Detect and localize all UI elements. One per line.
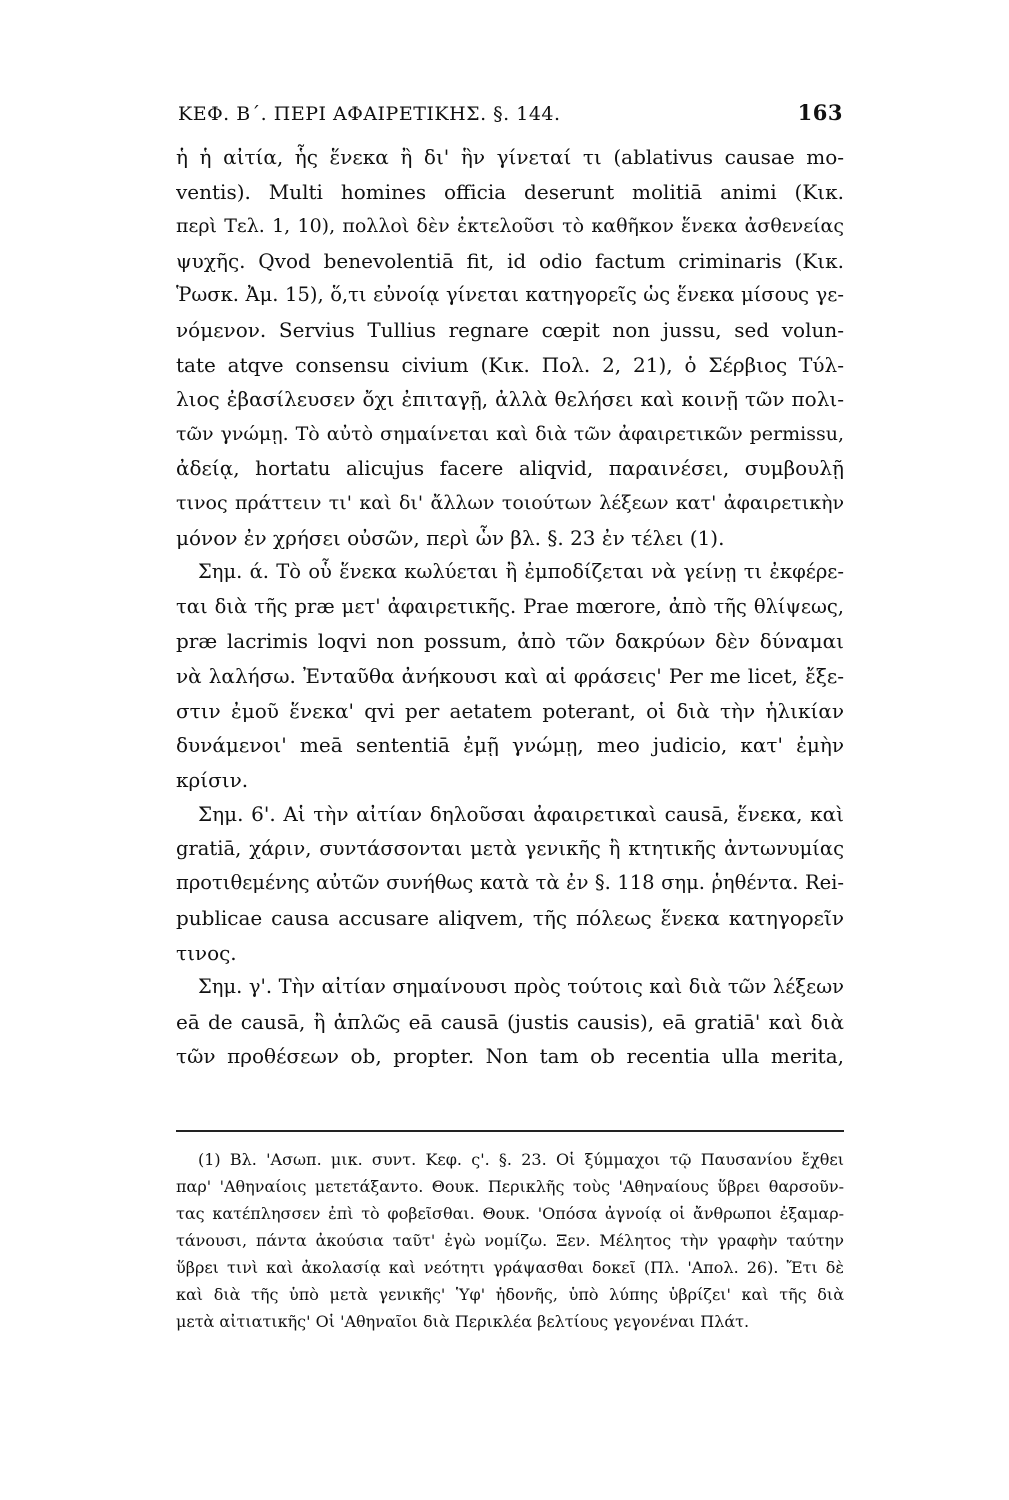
note-line: στιν ἐμοῦ ἕνεκα' qvi per aetatem poterant, οἱ διὰ τὴν ἡλικίαν xyxy=(176,698,844,723)
text-line: περὶ Τελ. 1, 10), πολλοὶ δὲν ἐκτελοῦσι τὸ καθῆκον ἕνεκα ἀσθενείας xyxy=(176,215,844,238)
page-header xyxy=(178,100,843,134)
note-line: Σημ. γ'. Τὴν αἰτίαν σημαίνουσι πρὸς τούτοις καὶ διὰ τῶν λέξεων xyxy=(198,975,844,999)
text-line: νόμενον. Servius Tullius regnare cœpit non jussu, sed volun- xyxy=(176,317,844,342)
note-line: præ lacrimis loqvi non possum, ἀπὸ τῶν δακρύων δὲν δύναμαι xyxy=(176,629,844,654)
footnote-line: παρ' 'Αθηναίοις μετετάξαντο. Θουκ. Περικλῆς τοὺς 'Αθηναίους ὕβρει θαρσοῦν- xyxy=(176,1177,844,1196)
page-number: 163 xyxy=(797,100,843,125)
footnote-line: ὕβρει τινὶ καὶ ἀκολασίᾳ καὶ νεότητι γράψασθαι δοκεῖ (Πλ. 'Απολ. 26). Ἔτι δὲ xyxy=(176,1258,844,1277)
footnotes xyxy=(176,1146,844,1335)
footnote-line: (1) Βλ. 'Ασωπ. μικ. συντ. Κεφ. ς'. §. 23. Οἱ ξύμμαχοι τῷ Παυσανίου ἔχθει xyxy=(198,1150,844,1169)
note-line: publicae causa accusare aliqvem, τῆς πόλεως ἕνεκα κατηγορεῖν xyxy=(176,906,844,931)
note-line: eā de causā, ἢ ἁπλῶς eā causā (justis causis), eā gratiā' καὶ διὰ xyxy=(176,1009,844,1034)
footnote-line: τας κατέπλησσεν ἐπὶ τὸ φοβεῖσθαι. Θουκ. 'Οπόσα ἀγνοίᾳ οἱ ἄνθρωποι ἐξαμαρ- xyxy=(176,1204,844,1223)
text-line: μόνον ἐν χρήσει οὐσῶν, περὶ ὧν βλ. §. 23 ἐν τέλει (1). xyxy=(176,525,725,550)
footnote-line: καὶ διὰ τῆς ὑπὸ μετὰ γενικῆς' Ὑφ' ἡδονῆς, ὑπὸ λύπης ὑβρίζει' καὶ τῆς διὰ xyxy=(176,1285,844,1304)
footnote-divider xyxy=(176,1130,844,1132)
text-line: ἀδείᾳ, hortatu alicujus facere aliqvid, παραινέσει, συμβουλῇ xyxy=(176,456,844,481)
note-line: Σημ. ά. Τὸ οὗ ἕνεκα κωλύεται ἢ ἐμποδίζεται νὰ γείνῃ τι ἐκφέρε- xyxy=(198,560,844,584)
note-line: Σημ. 6'. Αἱ τὴν αἰτίαν δηλοῦσαι ἀφαιρετικαὶ causā, ἕνεκα, καὶ xyxy=(198,802,844,827)
text-line: τῶν γνώμῃ. Τὸ αὐτὸ σημαίνεται καὶ διὰ τῶν ἀφαιρετικῶν permissu, xyxy=(176,422,844,445)
note-line: gratiā, χάριν, συντάσσονται μετὰ γενικῆς ἢ κτητικῆς ἀντωνυμίας xyxy=(176,836,844,860)
note-line: δυνάμενοι' meā sententiā ἐμῇ γνώμῃ, meo judicio, κατ' ἐμὴν xyxy=(176,733,844,758)
note-line: προτιθεμένης αὐτῶν συνήθως κατὰ τὰ ἐν §. 118 σημ. ῥηθέντα. Rei- xyxy=(176,871,844,895)
footnote-line: τάνουσι, πάντα ἀκούσια ταῦτ' ἐγὼ νομίζω. Ξεν. Μέλητος τὴν γραφὴν ταύτην xyxy=(176,1231,844,1250)
running-title: ΚΕΦ. Β΄. ΠΕΡΙ ΑΦΑΙΡΕΤΙΚΗΣ. §. 144. xyxy=(178,103,561,125)
text-line: ἡ ἡ αἰτία, ἧς ἕνεκα ἢ δι' ἣν γίνεταί τι (ablativus causae mo- xyxy=(176,145,844,169)
text-line: ψυχῆς. Qvod benevolentiā fit, id odio factum criminaris (Κικ. xyxy=(176,248,844,273)
note-line: τινος. xyxy=(176,940,237,965)
text-line: τινος πράττειν τι' καὶ δι' ἄλλων τοιούτων λέξεων κατ' ἀφαιρετικὴν xyxy=(176,491,844,514)
note-line: νὰ λαλήσω. Ἐνταῦθα ἀνήκουσι καὶ αἱ φράσεις' Per me licet, ἔξε- xyxy=(176,663,844,688)
text-line: tate atqve consensu civium (Κικ. Πολ. 2, 21), ὁ Σέρβιος Τύλ- xyxy=(176,352,844,377)
body-text xyxy=(176,140,844,1074)
text-line: λιος ἐβασίλευσεν ὄχι ἐπιταγῇ, ἀλλὰ θελήσει καὶ κοινῇ τῶν πολι- xyxy=(176,387,844,412)
note-line: κρίσιν. xyxy=(176,767,249,792)
text-line: Ῥωσκ. Ἀμ. 15), ὅ,τι εὐνοίᾳ γίνεται κατηγορεῖς ὡς ἕνεκα μίσους γε- xyxy=(176,283,844,307)
note-line: ται διὰ τῆς præ μετ' ἀφαιρετικῆς. Prae mœrore, ἀπὸ τῆς θλίψεως, xyxy=(176,594,844,618)
note-line: τῶν προθέσεων ob, propter. Non tam ob recentia ulla merita, xyxy=(176,1044,844,1069)
text-line: ventis). Multi homines officia deserunt molitiā animi (Κικ. xyxy=(176,179,844,204)
footnote-line: μετὰ αἰτιατικῆς' Οἱ 'Αθηναῖοι διὰ Περικλέα βελτίους γεγονέναι Πλάτ. xyxy=(176,1312,750,1331)
